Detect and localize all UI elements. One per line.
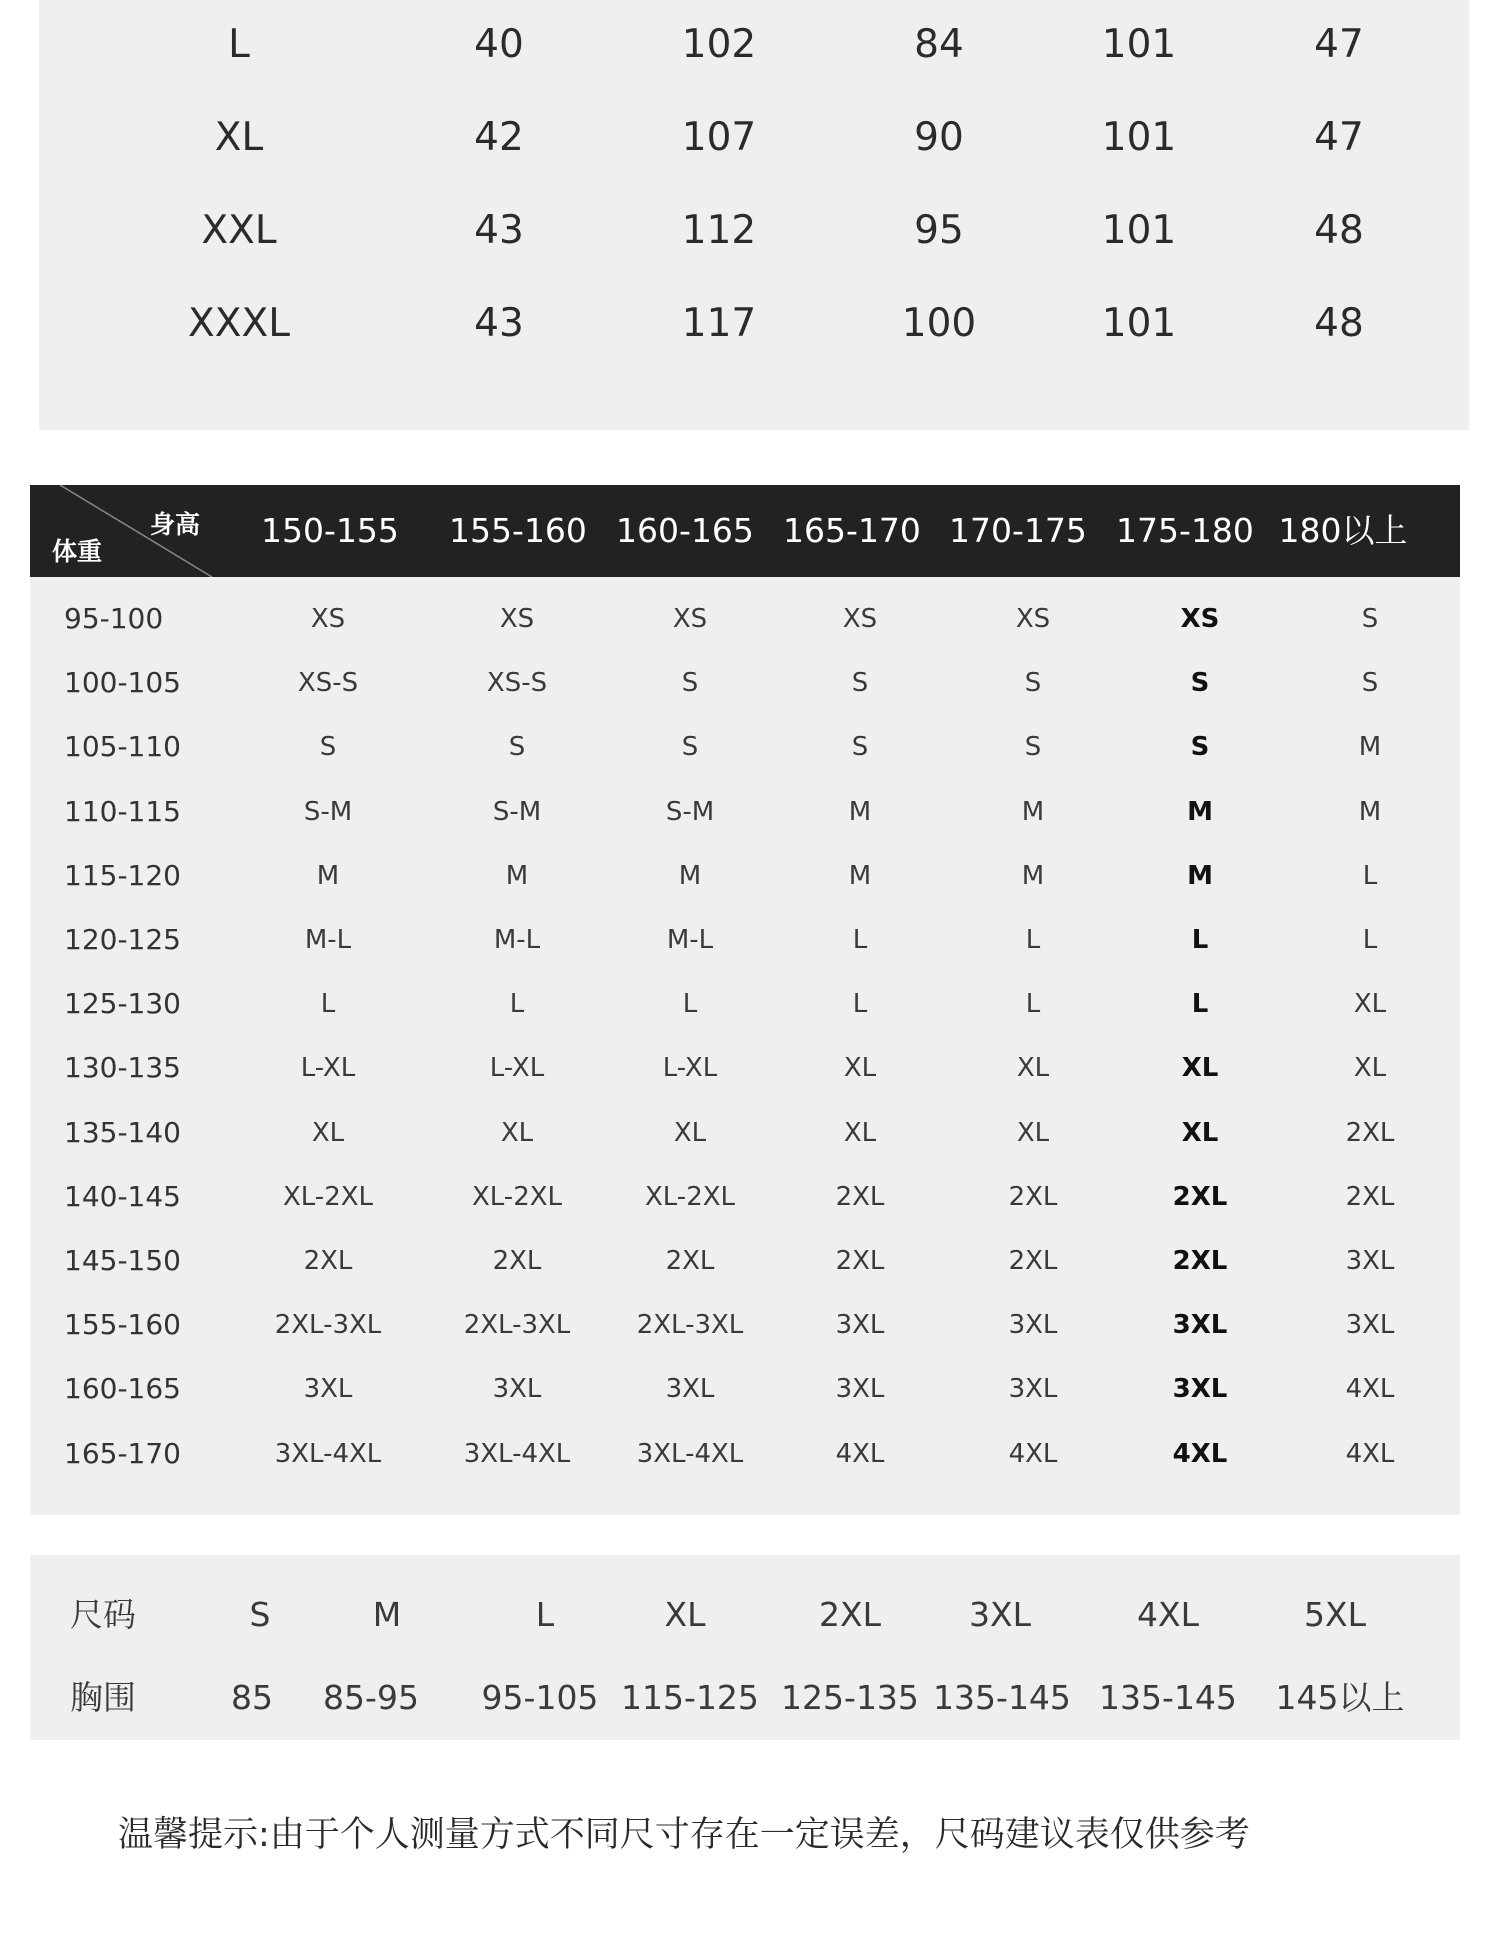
weight-range-label: 120-125 [64, 923, 181, 956]
measurement-cell: 47 [1314, 115, 1364, 160]
recommended-size-cell: S [851, 668, 869, 699]
recommended-size-cell: S [681, 732, 699, 763]
recommended-size-cell: XL [843, 1117, 877, 1148]
measurement-cell: 107 [681, 115, 757, 160]
recommended-size-cell: M-L [493, 925, 541, 955]
recommended-size-cell: L [1025, 925, 1041, 955]
recommended-size-cell: XS-S [486, 668, 548, 699]
recommended-size-cell: XL [1016, 1053, 1050, 1084]
recommended-size-cell: 3XL [835, 1374, 885, 1405]
recommended-size-cell: 3XL [1008, 1310, 1058, 1341]
recommended-size-cell: XS [1015, 604, 1051, 634]
measurement-cell: 84 [914, 22, 964, 67]
size-row-label: 尺码 [70, 1595, 136, 1634]
recommended-size-cell: S [1361, 604, 1379, 634]
measurement-row [39, 201, 1469, 261]
recommended-size-cell: S [508, 732, 526, 763]
bust-value-cell: 95-105 [481, 1678, 599, 1717]
size-cell: 5XL [1304, 1595, 1366, 1634]
height-range-header: 175-180 [1116, 511, 1254, 550]
recommended-size-cell: L [509, 989, 525, 1020]
recommended-size-cell: L [1362, 925, 1378, 955]
measurement-cell: 95 [914, 208, 964, 253]
recommended-size-cell: XL [1181, 1117, 1219, 1148]
recommended-size-cell: 2XL [1172, 1181, 1228, 1212]
recommended-size-cell: XL [1016, 1117, 1050, 1148]
recommended-size-cell: L [1191, 925, 1209, 955]
recommended-size-cell: XL [1353, 1053, 1387, 1084]
size-cell: M [372, 1595, 402, 1634]
reference-note: 温馨提示:由于个人测量方式不同尺寸存在一定误差，尺码建议表仅供参考 [118, 1815, 1250, 1855]
weight-axis-label: 体重 [52, 537, 103, 566]
measurement-cell: 48 [1314, 301, 1364, 346]
measurement-cell: 48 [1314, 208, 1364, 253]
weight-range-label: 155-160 [64, 1308, 181, 1342]
recommended-size-cell: XL-2XL [282, 1181, 374, 1212]
weight-range-label: 115-120 [64, 858, 181, 892]
measurement-cell: 47 [1314, 22, 1364, 67]
recommended-size-cell: S [1024, 668, 1042, 699]
recommendation-row [30, 972, 1460, 1036]
recommendation-header [30, 485, 1460, 577]
measurement-cell: L [228, 22, 250, 67]
recommended-size-cell: M [848, 860, 872, 891]
recommended-size-cell: S-M [303, 796, 353, 827]
recommended-size-cell: 4XL [1345, 1438, 1395, 1469]
recommended-size-cell: M-L [304, 925, 352, 955]
measurement-cell: 101 [1101, 301, 1177, 346]
weight-range-label: 140-145 [64, 1179, 181, 1213]
recommended-size-cell: 3XL [1345, 1246, 1395, 1276]
recommended-size-cell: 2XL [665, 1246, 715, 1276]
recommended-size-cell: M [678, 860, 702, 891]
recommendation-row [30, 780, 1460, 844]
recommended-size-cell: 2XL [303, 1246, 353, 1276]
measurement-cell: 101 [1101, 22, 1177, 67]
recommended-size-cell: XS [842, 604, 878, 634]
recommended-size-cell: 3XL [492, 1374, 542, 1405]
recommended-size-cell: 3XL [665, 1374, 715, 1405]
recommended-size-cell: XS [499, 604, 535, 634]
recommended-size-cell: XL [1181, 1053, 1219, 1084]
recommended-size-cell: L [852, 925, 868, 955]
bust-value-cell: 85-95 [323, 1678, 419, 1717]
height-range-header: 150-155 [261, 511, 399, 550]
recommended-size-cell: L [852, 989, 868, 1020]
size-cell: S [249, 1595, 271, 1634]
recommended-size-cell: L [1362, 860, 1378, 891]
measurement-cell: 100 [901, 301, 977, 346]
size-cell: 2XL [819, 1595, 881, 1634]
measurement-cell: 42 [474, 115, 524, 160]
recommended-size-cell: 2XL [1345, 1181, 1395, 1212]
recommendation-row [30, 1036, 1460, 1100]
recommended-size-cell: M-L [666, 925, 714, 955]
height-range-header: 155-160 [449, 511, 587, 550]
size-recommendation-table [30, 485, 1460, 1515]
recommended-size-cell: 2XL [1345, 1117, 1395, 1148]
measurement-cell: 101 [1101, 115, 1177, 160]
recommended-size-cell: 2XL [835, 1181, 885, 1212]
recommended-size-cell: 4XL [1345, 1374, 1395, 1405]
weight-range-label: 100-105 [64, 666, 181, 700]
recommended-size-cell: 2XL [1008, 1181, 1058, 1212]
recommended-size-cell: 3XL [1172, 1310, 1228, 1341]
recommendation-row [30, 1422, 1460, 1486]
weight-range-label: 105-110 [64, 730, 181, 764]
bust-value-cell: 145以上 [1275, 1678, 1405, 1717]
bust-value-cell: 125-135 [781, 1678, 919, 1717]
measurement-table [39, 0, 1469, 430]
recommended-size-cell: XL [843, 1053, 877, 1084]
recommendation-row [30, 1101, 1460, 1165]
recommended-size-cell: M [1187, 796, 1213, 827]
recommended-size-cell: 3XL [1172, 1374, 1228, 1405]
measurement-cell: 101 [1101, 208, 1177, 253]
recommended-size-cell: XS [672, 604, 708, 634]
recommended-size-cell: S [1361, 668, 1379, 699]
height-range-header: 170-175 [949, 511, 1087, 550]
measurement-row [39, 15, 1469, 75]
height-range-header: 165-170 [783, 511, 921, 550]
recommended-size-cell: L-XL [300, 1053, 356, 1084]
recommended-size-cell: XL-2XL [471, 1181, 563, 1212]
measurement-row [39, 108, 1469, 168]
recommended-size-cell: M [1358, 796, 1382, 827]
size-cell: L [535, 1595, 555, 1634]
recommended-size-cell: L-XL [489, 1053, 545, 1084]
bust-row-label: 胸围 [70, 1678, 136, 1717]
recommended-size-cell: 2XL-3XL [636, 1310, 744, 1341]
bust-value-cell: 135-145 [1099, 1678, 1237, 1717]
recommended-size-cell: XL [673, 1117, 707, 1148]
recommended-size-cell: L-XL [662, 1053, 718, 1084]
recommended-size-cell: 3XL-4XL [463, 1438, 571, 1469]
measurement-row [39, 294, 1469, 354]
measurement-cell: 117 [681, 301, 757, 346]
size-cell: 3XL [969, 1595, 1031, 1634]
recommended-size-cell: M [505, 860, 529, 891]
recommended-size-cell: S-M [665, 796, 715, 827]
recommended-size-cell: M [1358, 732, 1382, 763]
recommendation-row [30, 1229, 1460, 1293]
recommended-size-cell: 2XL-3XL [274, 1310, 382, 1341]
bust-value-cell: 115-125 [621, 1678, 759, 1717]
recommended-size-cell: S [319, 732, 337, 763]
recommended-size-cell: L [1191, 989, 1209, 1020]
measurement-cell: XXL [201, 208, 277, 253]
recommended-size-cell: XL-2XL [644, 1181, 736, 1212]
measurement-cell: 40 [474, 22, 524, 67]
recommended-size-cell: 4XL [835, 1438, 885, 1469]
recommended-size-cell: 4XL [1008, 1438, 1058, 1469]
bust-size-table [30, 1555, 1460, 1740]
weight-range-label: 110-115 [64, 794, 181, 828]
recommended-size-cell: L [320, 989, 336, 1020]
recommended-size-cell: S [1024, 732, 1042, 763]
recommended-size-cell: 3XL-4XL [636, 1438, 744, 1469]
recommended-size-cell: L [1025, 989, 1041, 1020]
recommended-size-cell: 2XL [835, 1246, 885, 1276]
recommended-size-cell: 3XL-4XL [274, 1438, 382, 1469]
recommended-size-cell: 2XL [1172, 1246, 1228, 1276]
recommended-size-cell: 2XL [492, 1246, 542, 1276]
weight-range-label: 95-100 [64, 602, 164, 635]
weight-range-label: 165-170 [64, 1436, 181, 1470]
recommendation-row [30, 1165, 1460, 1229]
bust-value-row [30, 1658, 1460, 1738]
bust-value-cell: 135-145 [933, 1678, 1071, 1717]
measurement-cell: 43 [474, 208, 524, 253]
measurement-cell: XXXL [188, 301, 290, 346]
recommended-size-cell: M [1021, 860, 1045, 891]
height-axis-label: 身高 [150, 510, 201, 539]
recommended-size-cell: M [1021, 796, 1045, 827]
weight-range-label: 160-165 [64, 1372, 181, 1406]
recommended-size-cell: XS [1180, 604, 1220, 634]
recommendation-row [30, 1293, 1460, 1357]
recommended-size-cell: S [1190, 732, 1210, 763]
size-cell: 4XL [1137, 1595, 1199, 1634]
recommended-size-cell: 3XL [1008, 1374, 1058, 1405]
recommended-size-cell: XS [310, 604, 346, 634]
measurement-cell: XL [214, 115, 264, 160]
recommendation-row [30, 715, 1460, 779]
measurement-cell: 102 [681, 22, 757, 67]
recommended-size-cell: 3XL [303, 1374, 353, 1405]
recommended-size-cell: 3XL [835, 1310, 885, 1341]
recommended-size-cell: M [316, 860, 340, 891]
recommended-size-cell: M [1187, 860, 1213, 891]
recommended-size-cell: 4XL [1172, 1438, 1228, 1469]
recommended-size-cell: 2XL-3XL [463, 1310, 571, 1341]
recommended-size-cell: 3XL [1345, 1310, 1395, 1341]
recommendation-row [30, 844, 1460, 908]
recommendation-row [30, 587, 1460, 651]
recommendation-row [30, 651, 1460, 715]
recommended-size-cell: 2XL [1008, 1246, 1058, 1276]
height-range-header: 160-165 [616, 511, 754, 550]
height-range-header: 180以上 [1278, 511, 1408, 550]
weight-range-label: 125-130 [64, 987, 181, 1021]
size-cell: XL [664, 1595, 706, 1634]
recommended-size-cell: L [682, 989, 698, 1020]
recommendation-row [30, 908, 1460, 972]
weight-range-label: 135-140 [64, 1115, 181, 1149]
recommended-size-cell: S-M [492, 796, 542, 827]
recommendation-row [30, 1357, 1460, 1421]
measurement-cell: 112 [681, 208, 757, 253]
recommended-size-cell: XL [500, 1117, 534, 1148]
bust-value-cell: 85 [231, 1678, 273, 1717]
recommended-size-cell: XL [1353, 989, 1387, 1020]
bust-size-row [30, 1575, 1460, 1655]
recommended-size-cell: S [681, 668, 699, 699]
weight-range-label: 145-150 [64, 1244, 181, 1277]
recommended-size-cell: XS-S [297, 668, 359, 699]
measurement-cell: 43 [474, 301, 524, 346]
measurement-cell: 90 [914, 115, 964, 160]
recommended-size-cell: M [848, 796, 872, 827]
weight-range-label: 130-135 [64, 1051, 181, 1085]
recommended-size-cell: XL [311, 1117, 345, 1148]
recommended-size-cell: S [851, 732, 869, 763]
recommended-size-cell: S [1190, 668, 1210, 699]
